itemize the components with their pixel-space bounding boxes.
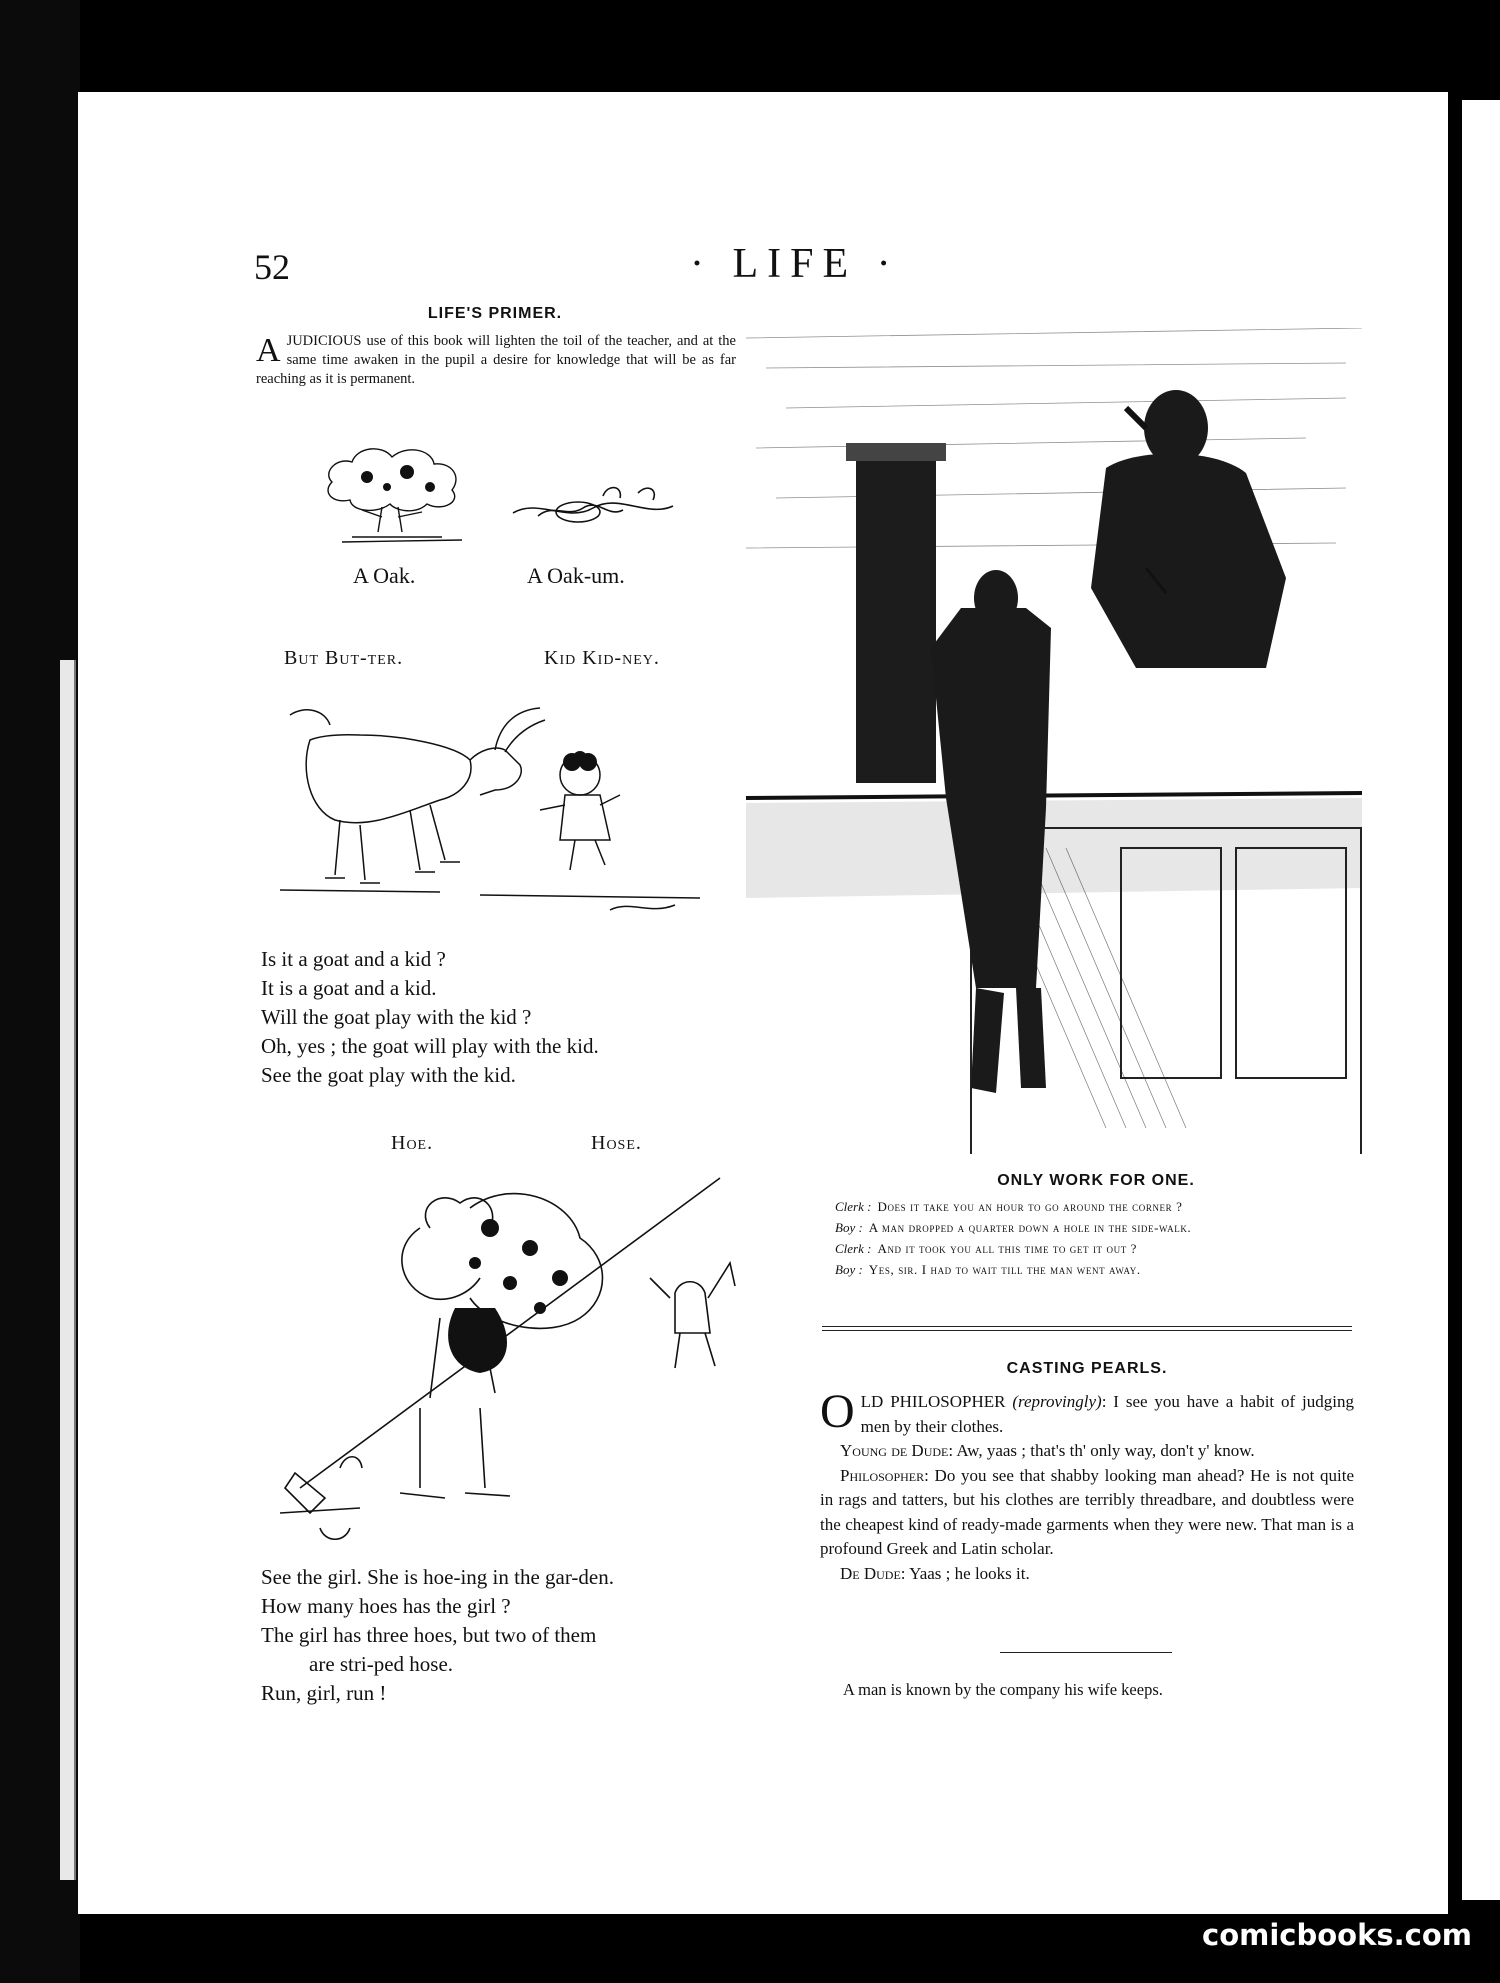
watermark: comicbooks.com (1202, 1918, 1472, 1952)
goat-and-kid-illustration (280, 700, 720, 930)
pearls-paragraph (820, 1385, 1355, 1439)
dialog-text: Yes, sir. I had to wait till the man went away. (868, 1262, 1141, 1277)
goat-poem (261, 945, 599, 1090)
clerk-and-boy-cartoon (746, 328, 1362, 1154)
speaker: Young de Dude (840, 1441, 949, 1460)
dropcap: A (256, 332, 281, 369)
speech: : I see you have a habit of judging men by their clothes. (860, 1392, 1355, 1436)
poem-line: See the girl. She is hoe-ing in the gar-den. (261, 1565, 614, 1589)
speaker: De Dude (840, 1563, 901, 1583)
dropcap: O (820, 1385, 855, 1438)
epigram: A man is known by the company his wife keeps. (843, 1680, 1163, 1699)
speaker: LD PHILOSOPHER (860, 1392, 1006, 1411)
cartoon-title: ONLY WORK FOR ONE. (997, 1172, 1195, 1189)
girl-hoeing-illustration (280, 1168, 760, 1558)
girl-poem (261, 1563, 614, 1708)
dialog-text: And it took you all this time to get it out ? (877, 1241, 1138, 1256)
dialog-text: A man dropped a quarter down a hole in the side-walk. (868, 1220, 1192, 1235)
dialog-speaker: Clerk : (835, 1241, 872, 1256)
poem-line: Oh, yes ; the goat will play with the kid. (261, 1034, 599, 1058)
poem-line: Will the goat play with the kid ? (261, 1005, 532, 1029)
page-number: 52 (254, 247, 290, 287)
oak-tree-illustration (312, 432, 477, 552)
caption-hose: Hose. (591, 1132, 642, 1154)
speaker: Philosopher (840, 1465, 925, 1485)
speech: : Aw, yaas ; that's th' only way, don't y' know. (948, 1441, 1255, 1460)
dialog-line (835, 1238, 1355, 1259)
caption-oakum: A Oak-um. (527, 563, 625, 588)
pearls-paragraph (820, 1464, 1354, 1562)
oakum-illustration (508, 478, 678, 538)
dialog-line (835, 1196, 1355, 1217)
poem-line: It is a goat and a kid. (261, 976, 437, 1000)
dialog-speaker: Boy : (835, 1262, 863, 1277)
pearls-text (820, 1385, 1355, 1586)
pearls-title: CASTING PEARLS. (1006, 1360, 1168, 1377)
short-rule (1000, 1652, 1172, 1653)
dialog-speaker: Clerk : (835, 1199, 872, 1214)
caption-kidney: Kid Kid-ney. (544, 647, 660, 669)
page-edge (60, 660, 76, 1880)
stage-direction: (reprovingly) (1012, 1392, 1102, 1411)
caption-oak: A Oak. (353, 563, 416, 588)
dialog-line (835, 1259, 1355, 1280)
speech: : Do you see that shabby looking man ahead? He is not quite in rags and tatters, but his clothes are terribly threadbare, and doubtless were the cheapest kind of ready-made garments when they were new. That man is a profound Greek and Latin scholar. (820, 1465, 1354, 1558)
primer-intro (256, 332, 736, 389)
primer-title: LIFE'S PRIMER. (427, 305, 563, 322)
dialog-speaker: Boy : (835, 1220, 863, 1235)
section-divider (822, 1326, 1352, 1331)
poem-line: The girl has three hoes, but two of them (261, 1623, 597, 1647)
adjacent-page (1462, 100, 1500, 1900)
dialog-text: Does it take you an hour to go around the corner ? (877, 1199, 1183, 1214)
masthead: · LIFE · (690, 241, 900, 287)
dialog-line (835, 1217, 1355, 1238)
cartoon-dialog (835, 1196, 1355, 1280)
pearls-paragraph (820, 1562, 1354, 1587)
poem-line: are stri-ped hose. (309, 1652, 454, 1676)
poem-line: How many hoes has the girl ? (261, 1594, 511, 1618)
poem-line: Run, girl, run ! (261, 1681, 387, 1705)
poem-line: Is it a goat and a kid ? (261, 947, 446, 971)
pearls-paragraph (820, 1439, 1354, 1464)
intro-text: JUDICIOUS use of this book will lighten the toil of the teacher, and at the same time awaken in the pupil a desire for knowledge that will be as far reaching as it is permanent. (256, 333, 736, 387)
caption-hoe: Hoe. (391, 1132, 434, 1154)
caption-butter: But But-ter. (284, 647, 404, 669)
poem-line: See the goat play with the kid. (261, 1063, 516, 1087)
speech: : Yaas ; he looks it. (900, 1563, 1030, 1583)
